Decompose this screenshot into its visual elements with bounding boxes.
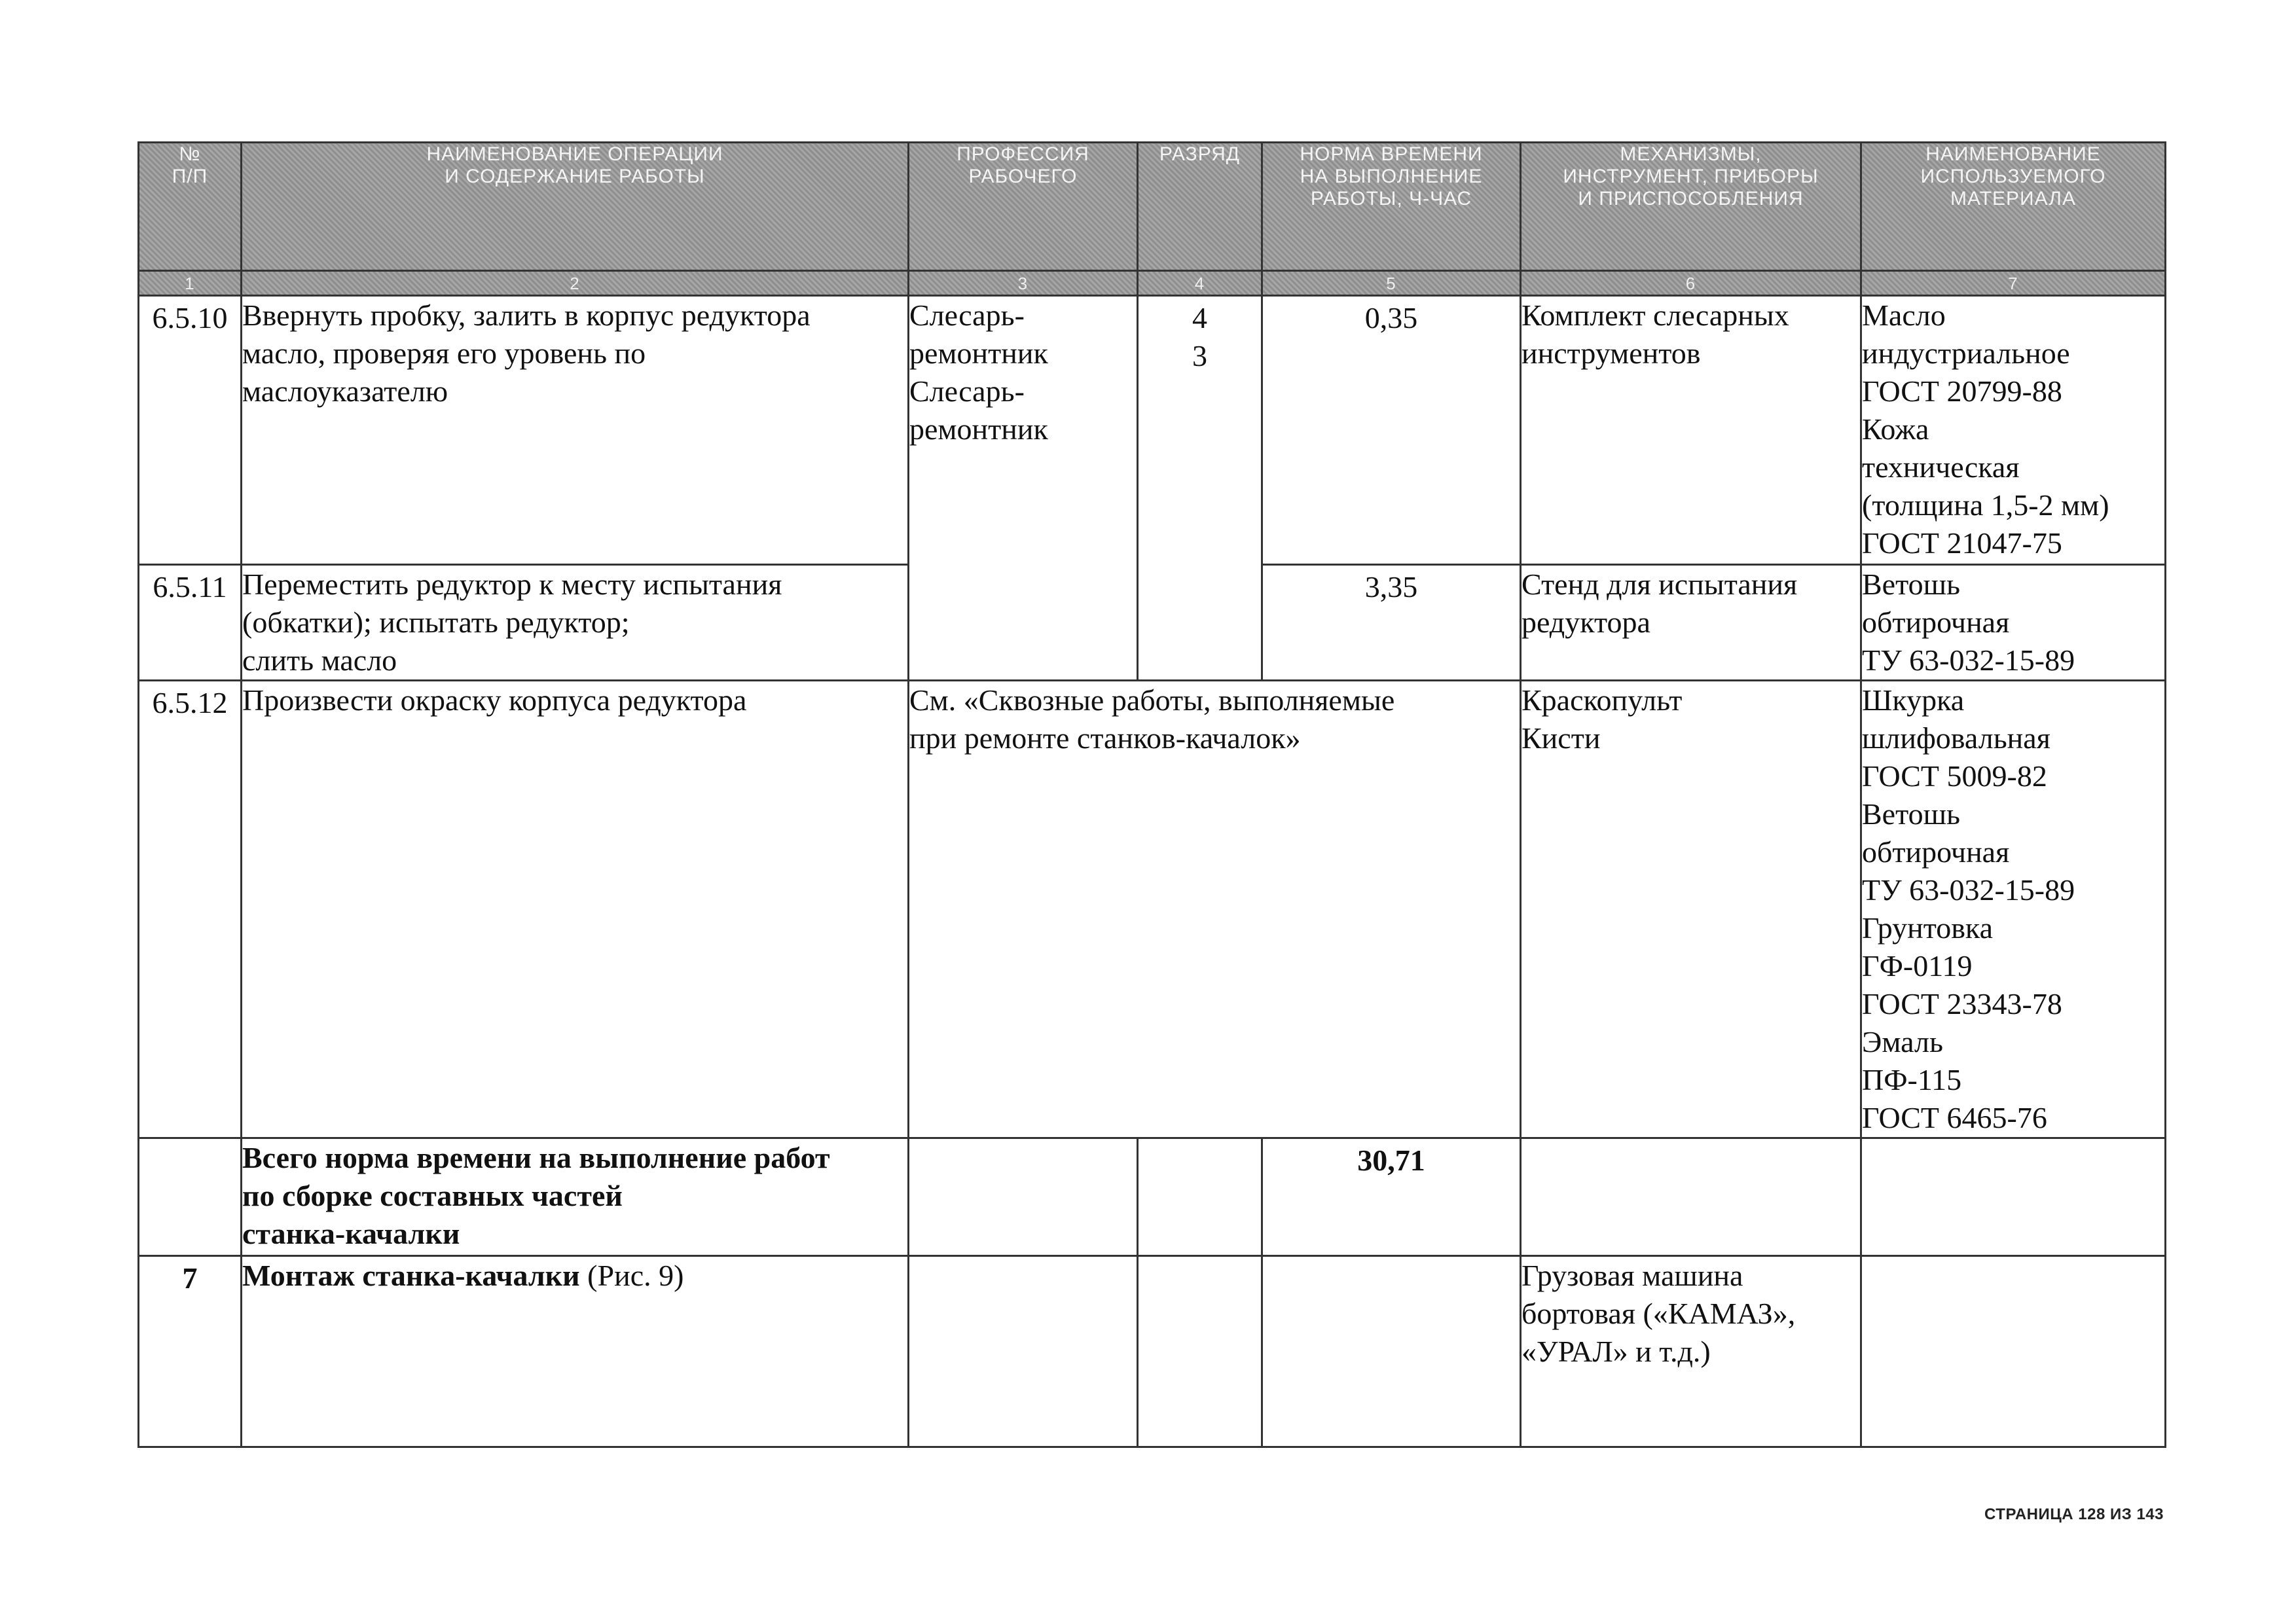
header-time-norm: НОРМА ВРЕМЕНИ НА ВЫПОЛНЕНИЕ РАБОТЫ, Ч-ЧАС	[1262, 143, 1521, 271]
empty-cell	[909, 1138, 1138, 1256]
row-number: 6.5.10	[139, 296, 242, 565]
column-number: 4	[1138, 271, 1262, 296]
empty-cell	[1262, 1256, 1521, 1447]
table-row	[139, 681, 2166, 1138]
header-row	[139, 143, 2166, 271]
page-number: СТРАНИЦА 128 ИЗ 143	[1984, 1506, 2164, 1523]
grade-cell: 4 3	[1138, 296, 1262, 681]
materials-cell: Шкурка шлифовальная ГОСТ 5009-82 Ветошь обтирочная ТУ 63-032-15-89 Грунтовка ГФ-0119 ГОСТ 23343-78 Эмаль ПФ-115 ГОСТ 6465-76	[1861, 681, 2166, 1138]
column-number: 2	[242, 271, 909, 296]
row-number: 6.5.12	[139, 681, 242, 1138]
total-row	[139, 1138, 2166, 1256]
operation-title: Монтаж станка-качалки	[242, 1259, 580, 1292]
materials-cell: Ветошь обтирочная ТУ 63-032-15-89	[1861, 565, 2166, 681]
column-number: 7	[1861, 271, 2166, 296]
header-tools: МЕХАНИЗМЫ, ИНСТРУМЕНТ, ПРИБОРЫ И ПРИСПОСОБЛЕНИЯ	[1521, 143, 1861, 271]
time-norm-cell: 3,35	[1262, 565, 1521, 681]
empty-cell	[1138, 1256, 1262, 1447]
operation-cell	[242, 1256, 909, 1447]
header-operation: НАИМЕНОВАНИЕ ОПЕРАЦИИ И СОДЕРЖАНИЕ РАБОТЫ	[242, 143, 909, 271]
operation-cell: Переместить редуктор к месту испытания (обкатки); испытать редуктор; слить масло	[242, 565, 909, 681]
tools-cell: Стенд для испытания редуктора	[1521, 565, 1861, 681]
empty-cell	[1861, 1256, 2166, 1447]
materials-cell: Масло индустриальное ГОСТ 20799-88 Кожа техническая (толщина 1,5-2 мм) ГОСТ 21047-75	[1861, 296, 2166, 565]
header-materials: НАИМЕНОВАНИЕ ИСПОЛЬЗУЕМОГО МАТЕРИАЛА	[1861, 143, 2166, 271]
row-number: 7	[139, 1256, 242, 1447]
time-norm-cell: 0,35	[1262, 296, 1521, 565]
header-profession: ПРОФЕССИЯ РАБОЧЕГО	[909, 143, 1138, 271]
empty-cell	[1138, 1138, 1262, 1256]
operation-cell: Произвести окраску корпуса редуктора	[242, 681, 909, 1138]
tools-cell: Краскопульт Кисти	[1521, 681, 1861, 1138]
total-label-cell: Всего норма времени на выполнение работ по сборке составных частей станка-качалки	[242, 1138, 909, 1256]
column-number: 5	[1262, 271, 1521, 296]
column-number-row	[139, 271, 2166, 296]
tools-cell: Грузовая машина бортовая («КАМАЗ», «УРАЛ» и т.д.)	[1521, 1256, 1861, 1447]
header-grade: РАЗРЯД	[1138, 143, 1262, 271]
table-row	[139, 1256, 2166, 1447]
empty-cell	[1861, 1138, 2166, 1256]
profession-cell: Слесарь- ремонтник Слесарь- ремонтник	[909, 296, 1138, 681]
figure-reference: (Рис. 9)	[579, 1259, 684, 1292]
row-number: 6.5.11	[139, 565, 242, 681]
total-time-norm: 30,71	[1262, 1138, 1521, 1256]
column-number: 1	[139, 271, 242, 296]
empty-cell	[909, 1256, 1138, 1447]
operations-table	[137, 141, 2166, 1448]
empty-cell	[1521, 1138, 1861, 1256]
header-number: № П/П	[139, 143, 242, 271]
reference-cell: См. «Сквозные работы, выполняемые при ремонте станков-качалок»	[909, 681, 1521, 1138]
table-row	[139, 296, 2166, 565]
empty-cell	[139, 1138, 242, 1256]
column-number: 6	[1521, 271, 1861, 296]
column-number: 3	[909, 271, 1138, 296]
tools-cell: Комплект слесарных инструментов	[1521, 296, 1861, 565]
operation-cell: Ввернуть пробку, залить в корпус редуктора масло, проверяя его уровень по маслоуказателю	[242, 296, 909, 565]
